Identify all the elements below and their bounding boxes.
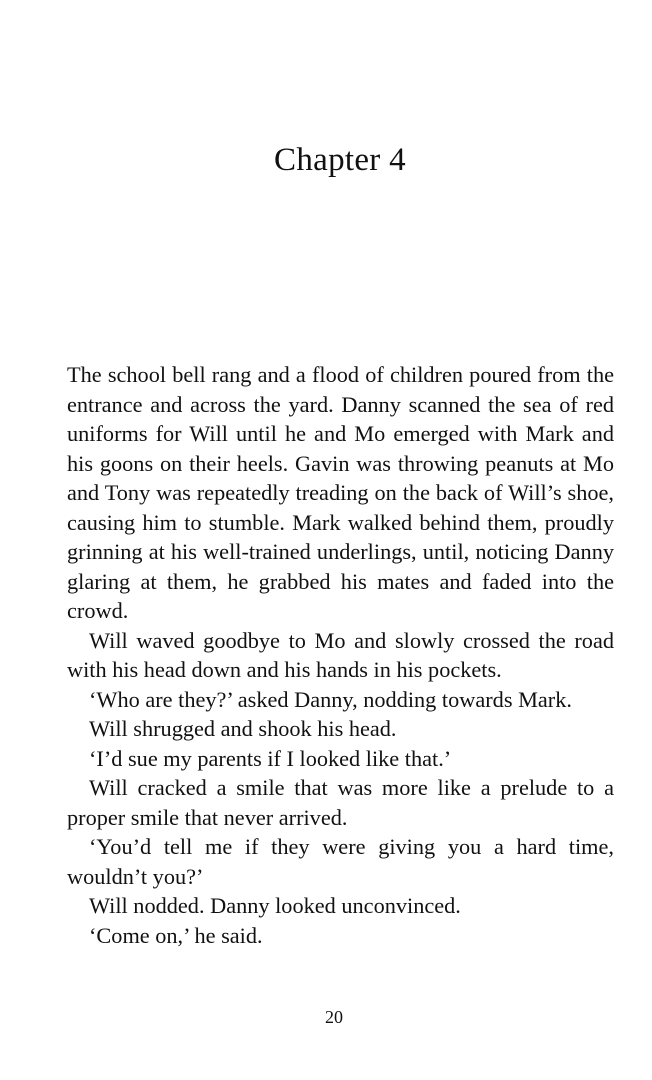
paragraph: Will waved goodbye to Mo and slowly crossed the road with his head down and his hands in his pockets.: [67, 627, 614, 682]
paragraph: ‘Who are they?’ asked Danny, nodding towards Mark.: [89, 686, 572, 712]
paragraph: ‘I’d sue my parents if I looked like that.’: [89, 745, 452, 771]
chapter-title: Chapter 4: [274, 142, 406, 178]
chapter-body: [67, 360, 614, 950]
page-number: 20: [325, 1007, 343, 1027]
paragraph: Will shrugged and shook his head.: [89, 716, 397, 741]
paragraph: Will nodded. Danny looked unconvinced.: [89, 893, 461, 918]
paragraph: Will cracked a smile that was more like a prelude to a proper smile that never arrived.: [67, 775, 614, 830]
paragraph: ‘Come on,’ he said.: [89, 922, 263, 948]
paragraph: ‘You’d tell me if they were giving you a hard time, wouldn’t you?’: [67, 834, 614, 889]
paragraph: The school bell rang and a flood of children poured from the entrance and across the yard. Danny scanned the sea of red uniforms for Will until he and Mo emerged with Mark and his goons on their heels. Gavin was throwing peanuts at Mo and Tony was repeatedly treading on the back of Will’s shoe, causing him to stumble. Mark walked behind them, proudly grinning at his well-trained underlings, until, noticing Danny glaring at them, he grabbed his mates and faded into the crowd.: [67, 362, 614, 623]
